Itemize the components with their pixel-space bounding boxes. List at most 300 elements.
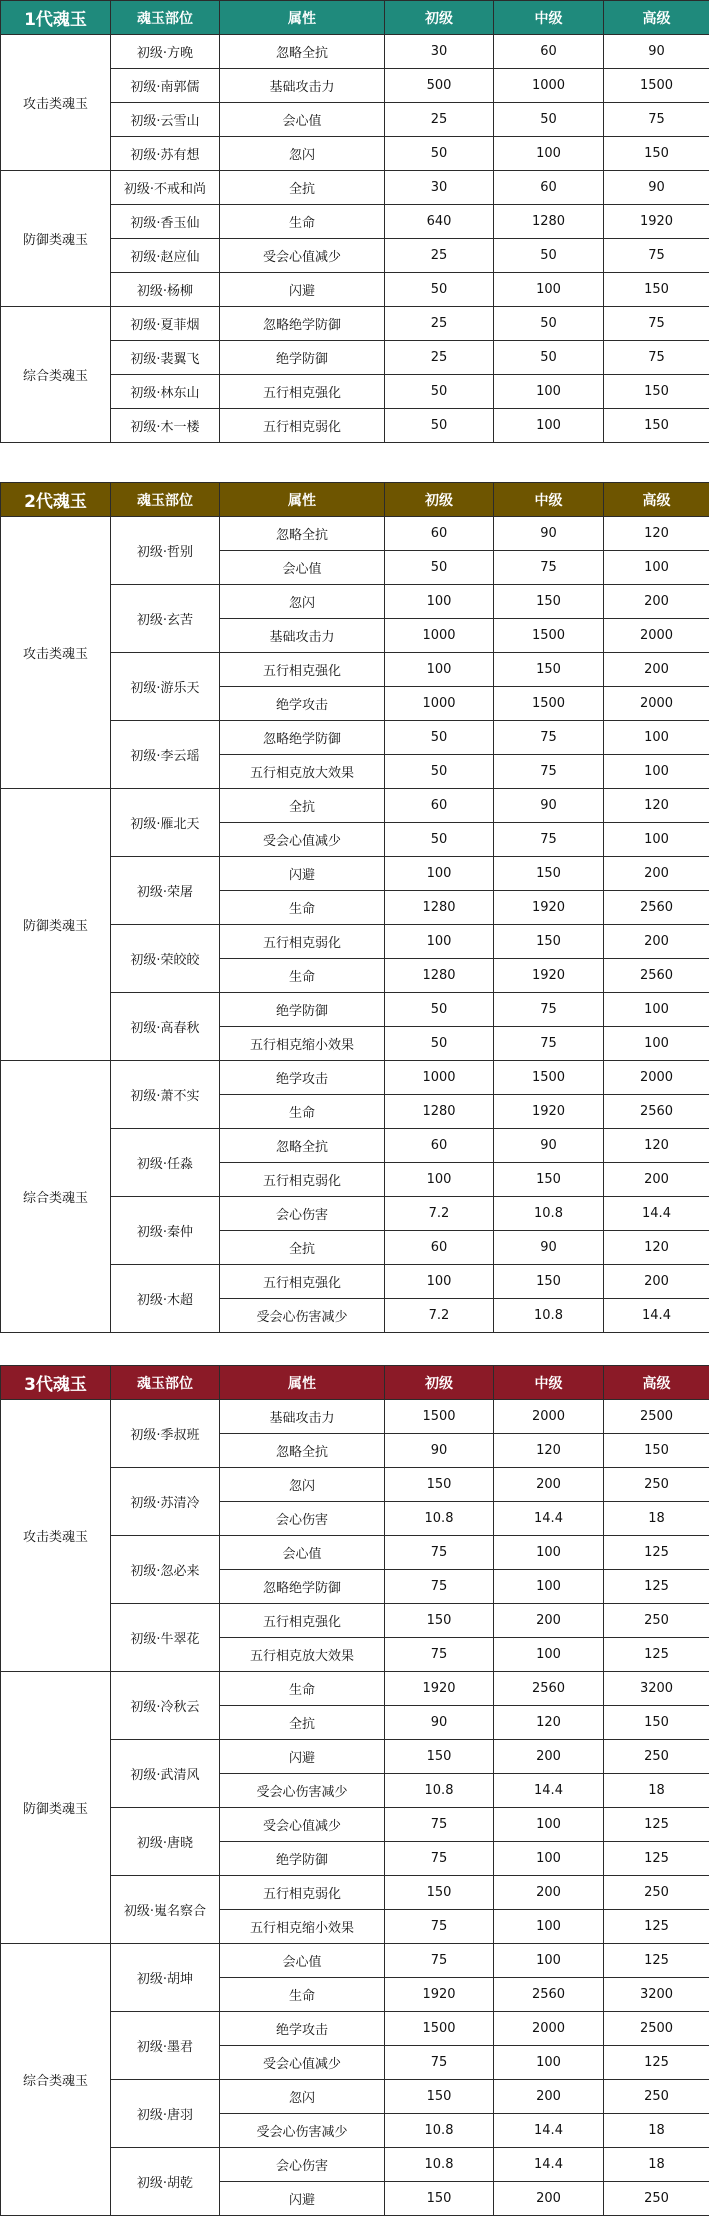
level3-value-cell: 125 xyxy=(604,1570,709,1604)
jade-name-cell: 初级·武清风 xyxy=(111,1740,220,1808)
table-row xyxy=(1,307,709,341)
table-row xyxy=(1,517,709,551)
level3-value-cell: 125 xyxy=(604,1842,709,1876)
column-header-level3: 高级 xyxy=(604,1,709,35)
table-header-row xyxy=(1,483,709,517)
level3-value-cell: 100 xyxy=(604,823,709,857)
attribute-cell: 忽闪 xyxy=(220,585,385,619)
attribute-cell: 生命 xyxy=(220,959,385,993)
level1-value-cell: 75 xyxy=(385,1842,494,1876)
level1-value-cell: 50 xyxy=(385,551,494,585)
jade-name-cell: 初级·荣皎皎 xyxy=(111,925,220,993)
level1-value-cell: 10.8 xyxy=(385,1774,494,1808)
level3-value-cell: 120 xyxy=(604,1231,709,1265)
table-row xyxy=(1,35,709,69)
attribute-cell: 受会心伤害减少 xyxy=(220,1299,385,1333)
level1-value-cell: 75 xyxy=(385,1638,494,1672)
jade-name-cell: 初级·冷秋云 xyxy=(111,1672,220,1740)
level2-value-cell: 75 xyxy=(494,551,604,585)
level1-value-cell: 25 xyxy=(385,341,494,375)
level1-value-cell: 1500 xyxy=(385,1400,494,1434)
level3-value-cell: 150 xyxy=(604,273,709,307)
level3-value-cell: 200 xyxy=(604,1163,709,1197)
soul-jade-table-gen3 xyxy=(0,1365,709,2216)
attribute-cell: 会心值 xyxy=(220,1536,385,1570)
jade-name-cell: 初级·苏清冷 xyxy=(111,1468,220,1536)
level3-value-cell: 2000 xyxy=(604,619,709,653)
level2-value-cell: 1920 xyxy=(494,1095,604,1129)
table-row xyxy=(1,1400,709,1434)
level2-value-cell: 90 xyxy=(494,517,604,551)
category-cell: 攻击类魂玉 xyxy=(1,35,111,171)
level3-value-cell: 14.4 xyxy=(604,1197,709,1231)
attribute-cell: 五行相克强化 xyxy=(220,653,385,687)
attribute-cell: 生命 xyxy=(220,1672,385,1706)
jade-name-cell: 初级·玄苦 xyxy=(111,585,220,653)
column-header-part: 魂玉部位 xyxy=(111,1,220,35)
level2-value-cell: 100 xyxy=(494,1638,604,1672)
level2-value-cell: 2560 xyxy=(494,1672,604,1706)
level1-value-cell: 1920 xyxy=(385,1978,494,2012)
level3-value-cell: 200 xyxy=(604,1265,709,1299)
level3-value-cell: 125 xyxy=(604,1944,709,1978)
level2-value-cell: 1920 xyxy=(494,959,604,993)
level1-value-cell: 150 xyxy=(385,1468,494,1502)
level2-value-cell: 200 xyxy=(494,1604,604,1638)
level2-value-cell: 14.4 xyxy=(494,2148,604,2182)
level3-value-cell: 3200 xyxy=(604,1672,709,1706)
level1-value-cell: 50 xyxy=(385,993,494,1027)
level1-value-cell: 150 xyxy=(385,1876,494,1910)
level2-value-cell: 120 xyxy=(494,1706,604,1740)
attribute-cell: 会心伤害 xyxy=(220,1502,385,1536)
level3-value-cell: 125 xyxy=(604,1910,709,1944)
level3-value-cell: 14.4 xyxy=(604,1299,709,1333)
level3-value-cell: 125 xyxy=(604,1808,709,1842)
level2-value-cell: 10.8 xyxy=(494,1197,604,1231)
level3-value-cell: 250 xyxy=(604,2182,709,2216)
jade-name-cell: 初级·方晚 xyxy=(111,35,220,69)
level3-value-cell: 120 xyxy=(604,789,709,823)
table-row xyxy=(1,1061,709,1095)
category-cell: 防御类魂玉 xyxy=(1,789,111,1061)
attribute-cell: 忽略全抗 xyxy=(220,1129,385,1163)
column-header-attribute: 属性 xyxy=(220,1,385,35)
attribute-cell: 受会心值减少 xyxy=(220,239,385,273)
level1-value-cell: 1000 xyxy=(385,619,494,653)
jade-name-cell: 初级·唐羽 xyxy=(111,2080,220,2148)
generation-title: 1代魂玉 xyxy=(1,1,111,35)
attribute-cell: 闪避 xyxy=(220,2182,385,2216)
attribute-cell: 忽略绝学防御 xyxy=(220,307,385,341)
jade-name-cell: 初级·苏有想 xyxy=(111,137,220,171)
category-cell: 攻击类魂玉 xyxy=(1,1400,111,1672)
level1-value-cell: 100 xyxy=(385,857,494,891)
attribute-cell: 受会心伤害减少 xyxy=(220,2114,385,2148)
level1-value-cell: 1280 xyxy=(385,1095,494,1129)
level3-value-cell: 2000 xyxy=(604,687,709,721)
attribute-cell: 五行相克强化 xyxy=(220,375,385,409)
attribute-cell: 绝学防御 xyxy=(220,993,385,1027)
level1-value-cell: 60 xyxy=(385,517,494,551)
attribute-cell: 忽闪 xyxy=(220,1468,385,1502)
attribute-cell: 忽略绝学防御 xyxy=(220,1570,385,1604)
level2-value-cell: 150 xyxy=(494,1163,604,1197)
level3-value-cell: 75 xyxy=(604,341,709,375)
jade-name-cell: 初级·杨柳 xyxy=(111,273,220,307)
level3-value-cell: 2500 xyxy=(604,2012,709,2046)
column-header-level2: 中级 xyxy=(494,1366,604,1400)
column-header-part: 魂玉部位 xyxy=(111,1366,220,1400)
level1-value-cell: 25 xyxy=(385,307,494,341)
level3-value-cell: 200 xyxy=(604,585,709,619)
level1-value-cell: 640 xyxy=(385,205,494,239)
level1-value-cell: 50 xyxy=(385,273,494,307)
level1-value-cell: 25 xyxy=(385,239,494,273)
level3-value-cell: 1500 xyxy=(604,69,709,103)
level1-value-cell: 50 xyxy=(385,721,494,755)
attribute-cell: 忽略全抗 xyxy=(220,517,385,551)
level1-value-cell: 100 xyxy=(385,925,494,959)
jade-name-cell: 初级·香玉仙 xyxy=(111,205,220,239)
jade-name-cell: 初级·不戒和尚 xyxy=(111,171,220,205)
level2-value-cell: 100 xyxy=(494,1808,604,1842)
jade-name-cell: 初级·裴翼飞 xyxy=(111,341,220,375)
jade-name-cell: 初级·秦仲 xyxy=(111,1197,220,1265)
attribute-cell: 忽略绝学防御 xyxy=(220,721,385,755)
level1-value-cell: 90 xyxy=(385,1706,494,1740)
level1-value-cell: 100 xyxy=(385,653,494,687)
column-header-level2: 中级 xyxy=(494,1,604,35)
level2-value-cell: 1280 xyxy=(494,205,604,239)
level2-value-cell: 100 xyxy=(494,1570,604,1604)
attribute-cell: 会心值 xyxy=(220,103,385,137)
level2-value-cell: 75 xyxy=(494,823,604,857)
attribute-cell: 生命 xyxy=(220,205,385,239)
level2-value-cell: 2000 xyxy=(494,1400,604,1434)
level2-value-cell: 200 xyxy=(494,1876,604,1910)
column-header-level2: 中级 xyxy=(494,483,604,517)
attribute-cell: 五行相克强化 xyxy=(220,1604,385,1638)
level3-value-cell: 200 xyxy=(604,857,709,891)
level2-value-cell: 50 xyxy=(494,239,604,273)
attribute-cell: 基础攻击力 xyxy=(220,69,385,103)
level1-value-cell: 1280 xyxy=(385,891,494,925)
level1-value-cell: 50 xyxy=(385,1027,494,1061)
attribute-cell: 五行相克弱化 xyxy=(220,409,385,443)
category-cell: 防御类魂玉 xyxy=(1,171,111,307)
soul-jade-table-gen2 xyxy=(0,482,709,1333)
level3-value-cell: 120 xyxy=(604,517,709,551)
column-header-level1: 初级 xyxy=(385,1366,494,1400)
attribute-cell: 忽略全抗 xyxy=(220,1434,385,1468)
attribute-cell: 五行相克弱化 xyxy=(220,925,385,959)
level1-value-cell: 1920 xyxy=(385,1672,494,1706)
jade-name-cell: 初级·唐晓 xyxy=(111,1808,220,1876)
level1-value-cell: 50 xyxy=(385,409,494,443)
jade-name-cell: 初级·木一楼 xyxy=(111,409,220,443)
level1-value-cell: 1500 xyxy=(385,2012,494,2046)
jade-name-cell: 初级·荣屠 xyxy=(111,857,220,925)
attribute-cell: 全抗 xyxy=(220,1231,385,1265)
level1-value-cell: 75 xyxy=(385,1570,494,1604)
attribute-cell: 五行相克强化 xyxy=(220,1265,385,1299)
level3-value-cell: 250 xyxy=(604,2080,709,2114)
attribute-cell: 全抗 xyxy=(220,1706,385,1740)
level1-value-cell: 75 xyxy=(385,1910,494,1944)
level1-value-cell: 1280 xyxy=(385,959,494,993)
level3-value-cell: 125 xyxy=(604,1536,709,1570)
level3-value-cell: 150 xyxy=(604,137,709,171)
level3-value-cell: 100 xyxy=(604,755,709,789)
level3-value-cell: 125 xyxy=(604,1638,709,1672)
level3-value-cell: 18 xyxy=(604,1774,709,1808)
jade-name-cell: 初级·嵬名察合 xyxy=(111,1876,220,1944)
level3-value-cell: 250 xyxy=(604,1876,709,1910)
level1-value-cell: 1000 xyxy=(385,1061,494,1095)
level3-value-cell: 90 xyxy=(604,171,709,205)
level2-value-cell: 75 xyxy=(494,1027,604,1061)
attribute-cell: 生命 xyxy=(220,1095,385,1129)
level3-value-cell: 2560 xyxy=(604,891,709,925)
level1-value-cell: 25 xyxy=(385,103,494,137)
jade-name-cell: 初级·南郭儒 xyxy=(111,69,220,103)
level1-value-cell: 75 xyxy=(385,1536,494,1570)
attribute-cell: 五行相克放大效果 xyxy=(220,1638,385,1672)
jade-name-cell: 初级·赵应仙 xyxy=(111,239,220,273)
level2-value-cell: 50 xyxy=(494,341,604,375)
level1-value-cell: 90 xyxy=(385,1434,494,1468)
level1-value-cell: 60 xyxy=(385,1231,494,1265)
level2-value-cell: 150 xyxy=(494,653,604,687)
soul-jade-table-gen1 xyxy=(0,0,709,443)
attribute-cell: 基础攻击力 xyxy=(220,1400,385,1434)
level1-value-cell: 75 xyxy=(385,1808,494,1842)
level1-value-cell: 500 xyxy=(385,69,494,103)
jade-name-cell: 初级·夏菲烟 xyxy=(111,307,220,341)
attribute-cell: 生命 xyxy=(220,891,385,925)
level2-value-cell: 200 xyxy=(494,2182,604,2216)
level3-value-cell: 150 xyxy=(604,409,709,443)
column-header-attribute: 属性 xyxy=(220,1366,385,1400)
attribute-cell: 基础攻击力 xyxy=(220,619,385,653)
level2-value-cell: 90 xyxy=(494,789,604,823)
level2-value-cell: 60 xyxy=(494,35,604,69)
level2-value-cell: 100 xyxy=(494,137,604,171)
level2-value-cell: 50 xyxy=(494,103,604,137)
level3-value-cell: 2000 xyxy=(604,1061,709,1095)
attribute-cell: 五行相克弱化 xyxy=(220,1163,385,1197)
level3-value-cell: 75 xyxy=(604,307,709,341)
jade-name-cell: 初级·萧不实 xyxy=(111,1061,220,1129)
level2-value-cell: 1920 xyxy=(494,891,604,925)
table-header-row xyxy=(1,1,709,35)
level3-value-cell: 250 xyxy=(604,1740,709,1774)
category-cell: 防御类魂玉 xyxy=(1,1672,111,1944)
level2-value-cell: 100 xyxy=(494,1842,604,1876)
level2-value-cell: 60 xyxy=(494,171,604,205)
level1-value-cell: 10.8 xyxy=(385,1502,494,1536)
level2-value-cell: 100 xyxy=(494,273,604,307)
level1-value-cell: 50 xyxy=(385,137,494,171)
level1-value-cell: 50 xyxy=(385,755,494,789)
table-row xyxy=(1,789,709,823)
attribute-cell: 忽闪 xyxy=(220,137,385,171)
level1-value-cell: 150 xyxy=(385,1604,494,1638)
attribute-cell: 受会心值减少 xyxy=(220,2046,385,2080)
level3-value-cell: 250 xyxy=(604,1468,709,1502)
level3-value-cell: 100 xyxy=(604,721,709,755)
level2-value-cell: 200 xyxy=(494,1468,604,1502)
attribute-cell: 闪避 xyxy=(220,273,385,307)
level3-value-cell: 120 xyxy=(604,1129,709,1163)
level1-value-cell: 7.2 xyxy=(385,1299,494,1333)
level2-value-cell: 14.4 xyxy=(494,2114,604,2148)
column-header-part: 魂玉部位 xyxy=(111,483,220,517)
level2-value-cell: 90 xyxy=(494,1129,604,1163)
level2-value-cell: 150 xyxy=(494,857,604,891)
level1-value-cell: 1000 xyxy=(385,687,494,721)
level2-value-cell: 100 xyxy=(494,1944,604,1978)
level3-value-cell: 150 xyxy=(604,375,709,409)
attribute-cell: 忽闪 xyxy=(220,2080,385,2114)
level2-value-cell: 150 xyxy=(494,1265,604,1299)
level2-value-cell: 75 xyxy=(494,755,604,789)
level1-value-cell: 150 xyxy=(385,1740,494,1774)
attribute-cell: 五行相克弱化 xyxy=(220,1876,385,1910)
level2-value-cell: 1500 xyxy=(494,619,604,653)
column-header-level3: 高级 xyxy=(604,1366,709,1400)
attribute-cell: 生命 xyxy=(220,1978,385,2012)
level3-value-cell: 2500 xyxy=(604,1400,709,1434)
level2-value-cell: 150 xyxy=(494,925,604,959)
level3-value-cell: 100 xyxy=(604,993,709,1027)
level2-value-cell: 200 xyxy=(494,2080,604,2114)
level3-value-cell: 2560 xyxy=(604,959,709,993)
level1-value-cell: 75 xyxy=(385,1944,494,1978)
level2-value-cell: 120 xyxy=(494,1434,604,1468)
level3-value-cell: 90 xyxy=(604,35,709,69)
category-cell: 攻击类魂玉 xyxy=(1,517,111,789)
level2-value-cell: 100 xyxy=(494,1536,604,1570)
jade-name-cell: 初级·林东山 xyxy=(111,375,220,409)
attribute-cell: 绝学攻击 xyxy=(220,1061,385,1095)
level2-value-cell: 14.4 xyxy=(494,1774,604,1808)
column-header-attribute: 属性 xyxy=(220,483,385,517)
column-header-level3: 高级 xyxy=(604,483,709,517)
attribute-cell: 绝学防御 xyxy=(220,341,385,375)
jade-name-cell: 初级·游乐天 xyxy=(111,653,220,721)
attribute-cell: 受会心伤害减少 xyxy=(220,1774,385,1808)
jade-name-cell: 初级·牛翠花 xyxy=(111,1604,220,1672)
level1-value-cell: 150 xyxy=(385,2080,494,2114)
attribute-cell: 会心伤害 xyxy=(220,2148,385,2182)
jade-name-cell: 初级·雁北天 xyxy=(111,789,220,857)
level2-value-cell: 50 xyxy=(494,307,604,341)
level3-value-cell: 125 xyxy=(604,2046,709,2080)
level3-value-cell: 18 xyxy=(604,1502,709,1536)
attribute-cell: 会心值 xyxy=(220,551,385,585)
level1-value-cell: 75 xyxy=(385,2046,494,2080)
level3-value-cell: 75 xyxy=(604,103,709,137)
level1-value-cell: 30 xyxy=(385,35,494,69)
level1-value-cell: 50 xyxy=(385,375,494,409)
jade-name-cell: 初级·高春秋 xyxy=(111,993,220,1061)
level2-value-cell: 100 xyxy=(494,2046,604,2080)
level1-value-cell: 50 xyxy=(385,823,494,857)
level2-value-cell: 1500 xyxy=(494,1061,604,1095)
level2-value-cell: 150 xyxy=(494,585,604,619)
jade-name-cell: 初级·哲别 xyxy=(111,517,220,585)
level2-value-cell: 75 xyxy=(494,993,604,1027)
jade-name-cell: 初级·季叔班 xyxy=(111,1400,220,1468)
attribute-cell: 五行相克缩小效果 xyxy=(220,1910,385,1944)
jade-name-cell: 初级·忽必来 xyxy=(111,1536,220,1604)
level1-value-cell: 100 xyxy=(385,585,494,619)
level1-value-cell: 60 xyxy=(385,1129,494,1163)
level3-value-cell: 150 xyxy=(604,1434,709,1468)
attribute-cell: 绝学防御 xyxy=(220,1842,385,1876)
jade-name-cell: 初级·李云瑶 xyxy=(111,721,220,789)
jade-name-cell: 初级·胡乾 xyxy=(111,2148,220,2216)
generation-title: 3代魂玉 xyxy=(1,1366,111,1400)
jade-name-cell: 初级·墨君 xyxy=(111,2012,220,2080)
level3-value-cell: 75 xyxy=(604,239,709,273)
level1-value-cell: 10.8 xyxy=(385,2114,494,2148)
level3-value-cell: 250 xyxy=(604,1604,709,1638)
level1-value-cell: 150 xyxy=(385,2182,494,2216)
category-cell: 综合类魂玉 xyxy=(1,307,111,443)
level1-value-cell: 100 xyxy=(385,1265,494,1299)
attribute-cell: 绝学攻击 xyxy=(220,687,385,721)
level2-value-cell: 90 xyxy=(494,1231,604,1265)
attribute-cell: 受会心值减少 xyxy=(220,823,385,857)
level1-value-cell: 7.2 xyxy=(385,1197,494,1231)
level3-value-cell: 2560 xyxy=(604,1095,709,1129)
jade-name-cell: 初级·木超 xyxy=(111,1265,220,1333)
column-header-level1: 初级 xyxy=(385,483,494,517)
level3-value-cell: 18 xyxy=(604,2114,709,2148)
attribute-cell: 闪避 xyxy=(220,1740,385,1774)
level1-value-cell: 100 xyxy=(385,1163,494,1197)
level2-value-cell: 2000 xyxy=(494,2012,604,2046)
attribute-cell: 受会心值减少 xyxy=(220,1808,385,1842)
attribute-cell: 会心值 xyxy=(220,1944,385,1978)
attribute-cell: 全抗 xyxy=(220,789,385,823)
level2-value-cell: 100 xyxy=(494,375,604,409)
category-cell: 综合类魂玉 xyxy=(1,1944,111,2216)
level2-value-cell: 1500 xyxy=(494,687,604,721)
level2-value-cell: 100 xyxy=(494,409,604,443)
level3-value-cell: 200 xyxy=(604,925,709,959)
level2-value-cell: 2560 xyxy=(494,1978,604,2012)
attribute-cell: 五行相克缩小效果 xyxy=(220,1027,385,1061)
attribute-cell: 全抗 xyxy=(220,171,385,205)
level3-value-cell: 18 xyxy=(604,2148,709,2182)
level3-value-cell: 100 xyxy=(604,1027,709,1061)
level2-value-cell: 100 xyxy=(494,1910,604,1944)
level2-value-cell: 14.4 xyxy=(494,1502,604,1536)
level3-value-cell: 200 xyxy=(604,653,709,687)
category-cell: 综合类魂玉 xyxy=(1,1061,111,1333)
table-row xyxy=(1,1944,709,1978)
level2-value-cell: 200 xyxy=(494,1740,604,1774)
attribute-cell: 五行相克放大效果 xyxy=(220,755,385,789)
attribute-cell: 忽略全抗 xyxy=(220,35,385,69)
level1-value-cell: 30 xyxy=(385,171,494,205)
table-row xyxy=(1,171,709,205)
column-header-level1: 初级 xyxy=(385,1,494,35)
